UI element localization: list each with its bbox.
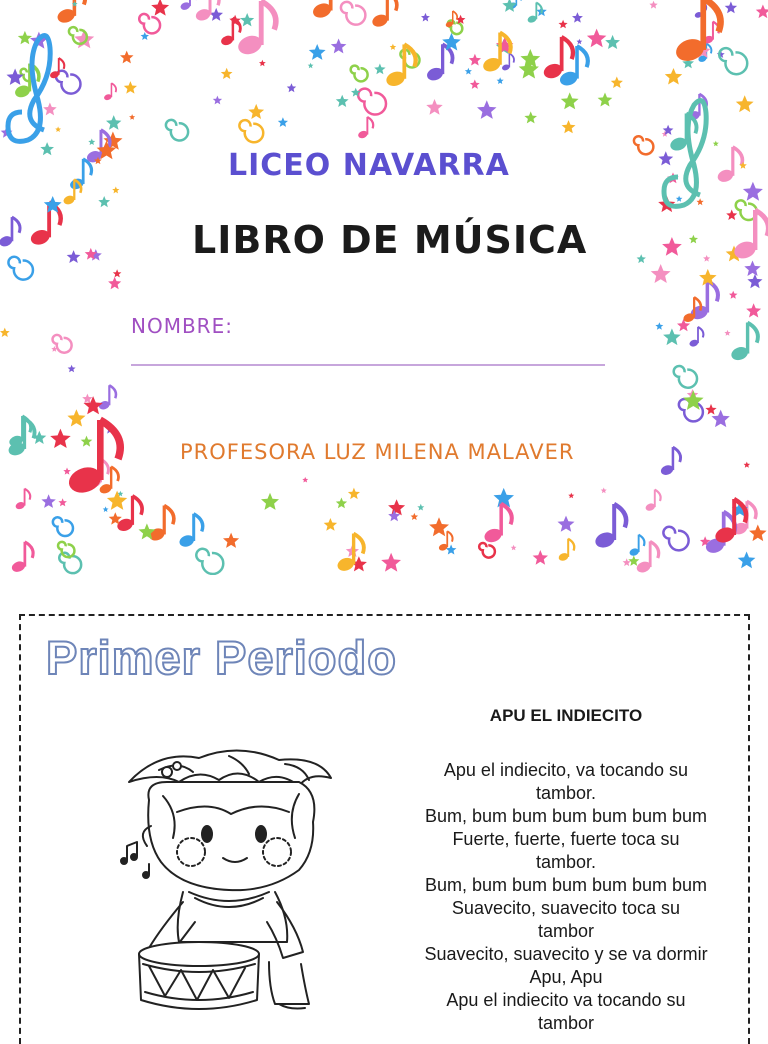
star-icon	[744, 261, 760, 277]
star-icon	[713, 141, 719, 147]
star-icon	[67, 409, 85, 426]
lyric-line: tambor	[537, 921, 595, 941]
star-icon	[611, 77, 623, 89]
star-icon	[336, 498, 347, 509]
star-icon	[221, 68, 233, 79]
star-icon	[259, 60, 266, 66]
lyric-line: Bum, bum bum bum bum bum bum	[424, 806, 708, 826]
star-icon	[213, 96, 222, 105]
star-icon	[429, 517, 449, 536]
music-note-icon	[716, 147, 742, 184]
lyric-line: Fuerte, fuerte, fuerte toca su	[452, 829, 680, 849]
music-note-icon	[483, 504, 512, 545]
music-note-icon	[103, 83, 116, 101]
book-title: LIBRO DE MÚSICA	[192, 218, 588, 262]
star-icon	[106, 115, 121, 130]
star-icon	[524, 111, 537, 123]
star-icon	[712, 410, 730, 428]
star-icon	[477, 100, 497, 119]
music-note-icon	[10, 542, 33, 574]
star-icon	[736, 95, 754, 112]
star-icon	[703, 255, 710, 262]
teacher-name: PROFESORA LUZ MILENA MALAVER	[180, 440, 575, 464]
star-icon	[756, 5, 768, 19]
star-icon	[388, 499, 405, 515]
music-note-icon	[732, 210, 768, 261]
lyric-line: tambor.	[535, 783, 597, 803]
star-icon	[725, 1, 737, 13]
star-icon	[605, 35, 620, 49]
star-icon	[240, 13, 254, 26]
music-note-icon	[593, 504, 626, 550]
star-icon	[655, 322, 663, 330]
star-icon	[302, 477, 308, 483]
star-icon	[689, 235, 698, 244]
music-note-icon	[371, 0, 397, 29]
lyric-line: Apu el indiecito va tocando su	[446, 990, 686, 1010]
music-note-icon	[8, 416, 31, 448]
star-icon	[649, 1, 657, 9]
star-icon	[112, 187, 119, 194]
swirl-icon	[358, 89, 386, 115]
star-icon	[58, 498, 67, 506]
star-icon	[598, 93, 613, 107]
star-icon	[309, 44, 326, 60]
star-icon	[747, 274, 762, 288]
music-note-icon	[357, 117, 373, 140]
swirl-icon	[8, 257, 33, 280]
period-section	[19, 614, 750, 1044]
music-note-icon	[425, 44, 452, 82]
star-icon	[390, 44, 397, 50]
star-icon	[81, 436, 93, 447]
star-icon	[651, 264, 671, 283]
swirl-icon	[479, 543, 495, 558]
star-icon	[519, 59, 539, 78]
lyric-line: Apu, Apu	[529, 967, 603, 987]
star-icon	[705, 404, 716, 415]
star-icon	[287, 83, 296, 92]
song-title: APU EL INDIECITO	[489, 706, 643, 725]
period-title: Primer Periodo	[46, 631, 397, 684]
swirl-icon	[663, 527, 688, 551]
star-icon	[107, 491, 127, 510]
music-note-icon	[98, 385, 116, 411]
star-icon	[558, 516, 575, 532]
star-icon	[55, 126, 61, 132]
star-icon	[637, 254, 646, 263]
star-icon	[426, 99, 442, 115]
star-icon	[724, 330, 730, 336]
lyric-line: tambor	[537, 1013, 595, 1033]
music-note-icon	[501, 53, 514, 71]
star-icon	[729, 291, 738, 299]
swirl-icon	[196, 549, 223, 574]
star-icon	[278, 117, 288, 127]
music-note-icon	[629, 535, 645, 557]
star-icon	[577, 39, 583, 45]
star-icon	[738, 552, 756, 569]
star-icon	[113, 269, 122, 277]
music-note-icon	[178, 514, 203, 549]
star-icon	[587, 29, 607, 48]
star-icon	[497, 77, 504, 84]
star-icon	[559, 20, 568, 29]
star-icon	[129, 114, 135, 120]
star-icon	[124, 81, 137, 94]
indian-boy-drum-illustration	[119, 742, 339, 1012]
swirl-icon	[351, 66, 368, 82]
star-icon	[562, 120, 576, 133]
swirl-icon	[341, 2, 365, 25]
star-icon	[41, 494, 55, 508]
music-note-icon	[180, 0, 196, 11]
star-icon	[374, 64, 385, 75]
music-note-icon	[0, 217, 20, 248]
star-icon	[67, 250, 81, 263]
music-note-icon	[311, 0, 342, 20]
music-note-icon	[689, 327, 704, 348]
name-write-line	[131, 364, 605, 366]
lyric-line: tambor.	[535, 852, 597, 872]
lyric-line: Apu el indiecito, va tocando su	[443, 760, 689, 780]
star-icon	[108, 277, 121, 290]
star-icon	[662, 237, 682, 256]
star-icon	[248, 104, 264, 119]
star-icon	[0, 328, 10, 337]
star-icon	[469, 54, 481, 66]
star-icon	[411, 513, 419, 520]
star-icon	[663, 328, 681, 345]
star-icon	[465, 68, 472, 75]
star-icon	[749, 525, 767, 542]
star-icon	[421, 13, 430, 22]
star-icon	[50, 429, 70, 448]
music-note-icon	[558, 539, 575, 562]
swirl-icon	[239, 120, 263, 142]
star-icon	[697, 198, 704, 205]
music-note-icon	[15, 489, 31, 511]
swirl-icon	[674, 366, 697, 388]
star-icon	[744, 462, 751, 468]
star-icon	[18, 31, 32, 44]
star-icon	[43, 103, 57, 116]
star-icon	[381, 553, 401, 572]
star-icon	[331, 39, 347, 54]
star-icon	[658, 151, 673, 165]
name-label: NOMBRE:	[131, 314, 233, 338]
star-icon	[223, 533, 239, 548]
star-icon	[746, 303, 761, 317]
song-lyrics	[381, 706, 751, 1035]
lyric-line: Suavecito, suavecito toca su	[451, 898, 681, 918]
star-icon	[40, 142, 54, 155]
star-icon	[533, 550, 548, 565]
star-icon	[324, 518, 337, 531]
lyric-line: Suavecito, suavecito y se va dormir	[424, 944, 708, 964]
music-note-icon	[660, 447, 681, 477]
star-icon	[348, 488, 360, 500]
star-icon	[63, 468, 71, 475]
swirl-icon	[719, 48, 747, 74]
star-icon	[665, 68, 682, 85]
star-icon	[743, 182, 763, 201]
lyric-line: Bum, bum bum bum bum bum bum	[424, 875, 708, 895]
star-icon	[68, 365, 76, 373]
star-icon	[98, 196, 110, 207]
star-icon	[470, 80, 480, 89]
swirl-icon	[53, 517, 73, 536]
star-icon	[417, 504, 424, 511]
star-icon	[151, 0, 169, 16]
star-icon	[726, 210, 737, 221]
music-note-icon	[669, 113, 697, 152]
star-icon	[561, 92, 579, 109]
star-icon	[103, 506, 109, 512]
star-icon	[308, 63, 314, 68]
school-name: LICEO NAVARRA	[228, 148, 510, 183]
music-note-icon	[730, 323, 758, 363]
swirl-icon	[166, 120, 188, 141]
star-icon	[572, 12, 583, 22]
music-note-icon	[220, 18, 241, 47]
swirl-icon	[139, 14, 160, 33]
star-icon	[511, 545, 517, 551]
music-note-icon	[645, 490, 661, 512]
star-icon	[628, 555, 639, 566]
star-icon	[336, 95, 349, 107]
star-icon	[88, 139, 95, 146]
star-icon	[568, 493, 574, 499]
star-icon	[676, 196, 683, 202]
music-note-icon	[56, 0, 85, 25]
star-icon	[261, 493, 279, 510]
swirl-icon	[634, 136, 653, 154]
star-icon	[601, 488, 607, 494]
music-note-icon	[713, 499, 746, 545]
star-icon	[120, 51, 134, 64]
